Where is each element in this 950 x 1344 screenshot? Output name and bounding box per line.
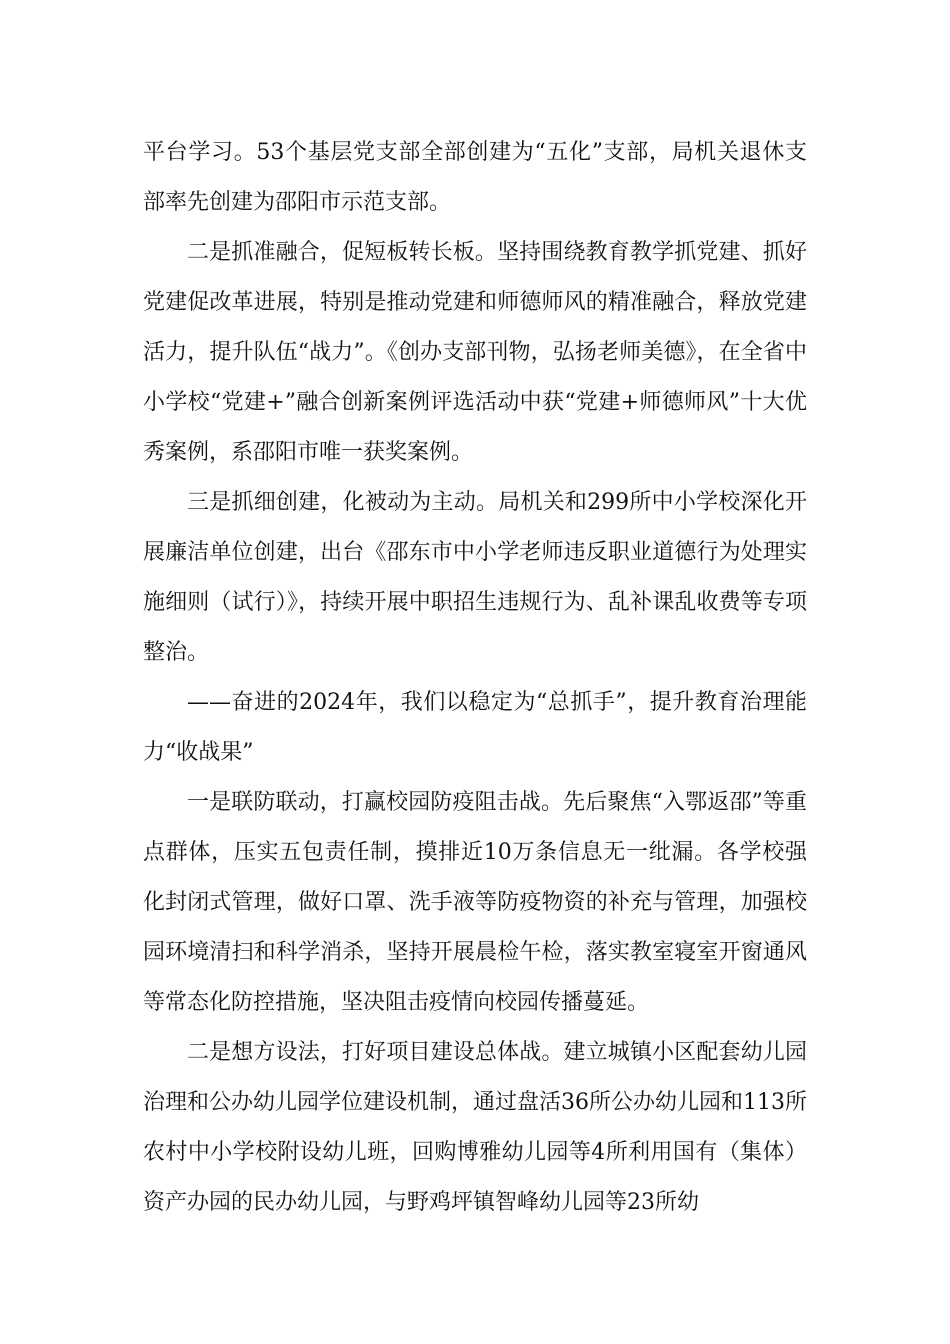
paragraph-6: 二是想方设法，打好项目建设总体战。建立城镇小区配套幼儿园治理和公办幼儿园学位建设机制，通过盘活36所公办幼儿园和113所农村中小学校附设幼儿班，回购博雅幼儿园等4所利用国有（集体）资产办园的民办幼儿园，与野鸡坪镇智峰幼儿园等23所幼 (143, 1040, 807, 1215)
paragraph-4: ——奋进的2024年，我们以稳定为“总抓手”，提升教育治理能力“收战果” (143, 690, 807, 765)
paragraph-2: 二是抓准融合，促短板转长板。坚持围绕教育教学抓党建、抓好党建促改革进展，特别是推动党建和师德师风的精准融合，释放党建活力，提升队伍“战力”。《创办支部刊物，弘扬老师美德》，在全省中小学校“党建+”融合创新案例评选活动中获“党建+师德师风”十大优秀案例，系邵阳市唯一获奖案例。 (143, 240, 807, 465)
paragraph-5: 一是联防联动，打赢校园防疫阻击战。先后聚焦“入鄂返邵”等重点群体，压实五包责任制，摸排近10万条信息无一纰漏。各学校强化封闭式管理，做好口罩、洗手液等防疫物资的补充与管理，加强校园环境清扫和科学消杀，坚持开展晨检午检，落实教室寝室开窗通风等常态化防控措施，坚决阻击疫情向校园传播蔓延。 (143, 790, 807, 1015)
paragraph-3: 三是抓细创建，化被动为主动。局机关和299所中小学校深化开展廉洁单位创建，出台《邵东市中小学老师违反职业道德行为处理实施细则（试行）》，持续开展中职招生违规行为、乱补课乱收费等专项整治。 (143, 490, 807, 665)
paragraph-1: 平台学习。53个基层党支部全部创建为“五化”支部，局机关退休支部率先创建为邵阳市示范支部。 (143, 140, 807, 215)
document-body (143, 128, 807, 1228)
